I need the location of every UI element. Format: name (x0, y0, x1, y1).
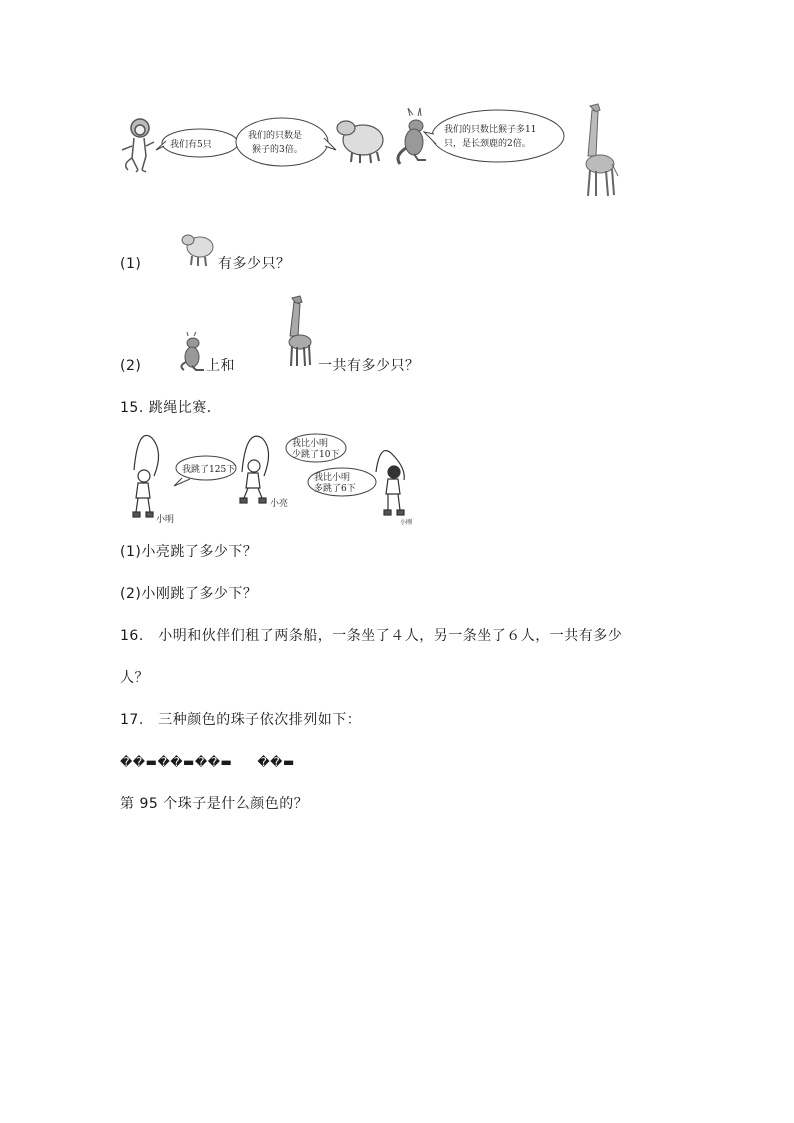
xiaogang-speech-bubble (308, 468, 376, 496)
monkey-speech-bubble (156, 129, 238, 157)
question-14-2-number: (2) (120, 358, 142, 374)
xiaogang-figure-icon (376, 451, 404, 515)
question-14-2-mid: 上和 (206, 358, 235, 374)
question-14-2-text: 一共有多少只？ (318, 358, 420, 374)
animals-illustration (118, 98, 638, 208)
sheep-speech-line-1: 我们的只数是 (248, 131, 303, 141)
xiaoming-speech-text: 我跳了125下 (182, 465, 236, 475)
jump-rope-illustration (124, 432, 424, 527)
problem-16-line-1: 16. 小明和伙伴们租了两条船，一条坐了４人，另一条坐了６人，一共有多少 (120, 628, 623, 644)
xiaoliang-speech-line-1: 我比小明 (292, 439, 329, 449)
xiaogang-name-label: 小刚 (400, 519, 413, 526)
kangaroo-speech-line-2: 只，是长颈鹿的2倍。 (444, 139, 531, 149)
kangaroo-small-icon (180, 334, 206, 372)
question-15-1: (1)小亮跳了多少下？ (120, 544, 258, 560)
sheep-icon (337, 121, 383, 163)
xiaoming-figure-icon (133, 435, 159, 517)
beads-sequence: ��▬��▬��▬ ��▬ (120, 755, 295, 769)
problem-17-question: 第 95 个珠子是什么颜色的？ (120, 796, 309, 812)
giraffe-small-icon (282, 296, 314, 368)
question-14-1-number: (1) (120, 256, 142, 272)
problem-16-line-2: 人？ (120, 670, 149, 686)
xiaoming-speech-bubble (174, 456, 236, 486)
question-15-2: (2)小刚跳了多少下？ (120, 586, 258, 602)
sheep-speech-bubble (236, 118, 336, 166)
xiaoliang-speech-bubble (286, 434, 346, 462)
xiaogang-speech-line-2: 多跳了6下 (314, 484, 356, 494)
xiaoliang-speech-line-2: 少跳了10下 (292, 450, 340, 460)
giraffe-icon (586, 104, 618, 196)
question-14-1-text: 有多少只？ (218, 256, 291, 272)
xiaogang-speech-line-1: 我比小明 (314, 473, 351, 483)
sheep-speech-line-2: 猴子的3倍。 (252, 145, 303, 155)
xiaoliang-name-label: 小亮 (270, 499, 289, 509)
xiaoliang-figure-icon (240, 436, 269, 503)
sheep-small-icon (180, 232, 214, 268)
xiaoming-name-label: 小明 (156, 515, 175, 525)
problem-15-title: 15. 跳绳比赛． (120, 400, 222, 416)
kangaroo-icon (398, 108, 426, 164)
monkey-speech-text: 我们有5只 (170, 140, 212, 150)
monkey-icon (122, 119, 154, 172)
problem-17-title: 17. 三种颜色的珠子依次排列如下： (120, 712, 362, 728)
kangaroo-speech-line-1: 我们的只数比猴子多11 (444, 125, 537, 135)
kangaroo-speech-bubble (424, 110, 564, 162)
